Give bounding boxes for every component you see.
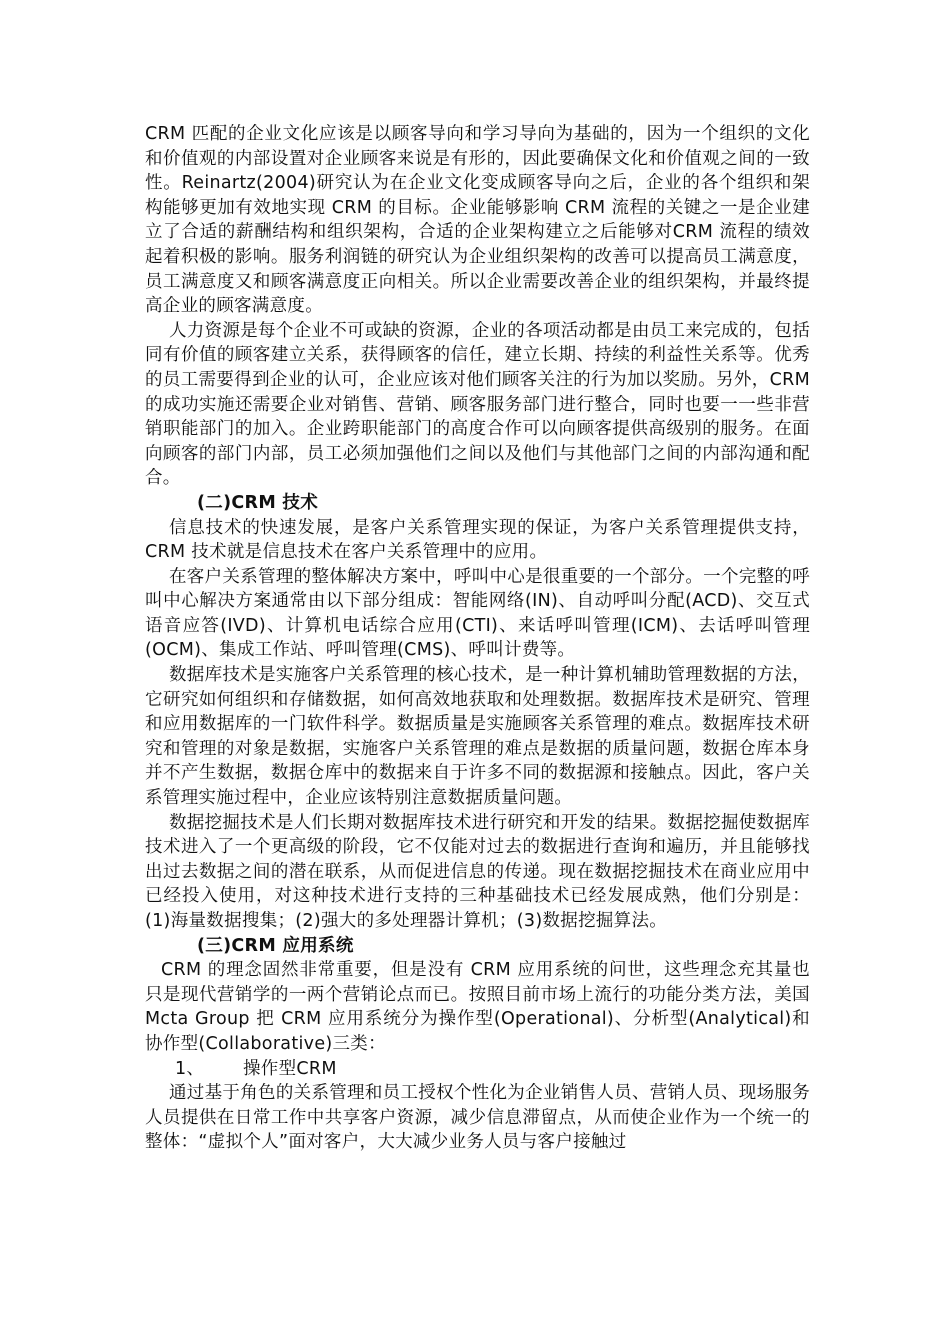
list-item-number: 1、 — [175, 1058, 205, 1079]
document-page — [145, 122, 810, 1155]
paragraph-crm-application-types: CRM 的理念固然非常重要，但是没有 CRM 应用系统的问世，这些理念充其量也只是现代营销学的一两个营销论点而已。按照目前市场上流行的功能分类方法，美国 Mcta Group 把 CRM 应用系统分为操作型(Operational)、分析型(Analytical)和协作型(Collaborative)三类： — [145, 960, 810, 1054]
list-item-title: 操作型CRM — [243, 1058, 337, 1079]
paragraph-data-mining: 数据挖掘技术是人们长期对数据库技术进行研究和开发的结果。数据挖掘使数据库技术进入了一个更高级的阶段，它不仅能对过去的数据进行查询和遍历，并且能够找出过去数据之间的潜在联系，从而促进信息的传递。现在数据挖掘技术在商业应用中已经投入使用，对这种技术进行支持的三种基础技术已经发展成熟，他们分别是：(1)海量数据搜集；(2)强大的多处理器计算机；(3)数据挖掘算法。 — [145, 812, 810, 931]
paragraph-information-technology: 信息技术的快速发展，是客户关系管理实现的保证，为客户关系管理提供支持，CRM 技术就是信息技术在客户关系管理中的应用。 — [145, 517, 810, 563]
list-item-operational-crm — [145, 1057, 810, 1082]
paragraph-operational-crm-description: 通过基于角色的关系管理和员工授权个性化为企业销售人员、营销人员、现场服务人员提供在日常工作中共享客户资源，减少信息滞留点，从而使企业作为一个统一的整体：“虚拟个人”面对客户，大大减少业务人员与客户接触过 — [145, 1083, 810, 1153]
paragraph-database-technology: 数据库技术是实施客户关系管理的核心技术，是一种计算机辅助管理数据的方法，它研究如何组织和存储数据，如何高效地获取和处理数据。数据库技术是研究、管理和应用数据库的一门软件科学。数据质量是实施顾客关系管理的难点。数据库技术研究和管理的对象是数据，实施客户关系管理的难点是数据的质量问题，数据仓库本身并不产生数据，数据仓库中的数据来自于许多不同的数据源和接触点。因此，客户关系管理实施过程中，企业应该特别注意数据质量问题。 — [145, 665, 810, 809]
section-heading-crm-technology: (二)CRM 技术 — [197, 492, 319, 513]
paragraph-call-center: 在客户关系管理的整体解决方案中，呼叫中心是很重要的一个部分。一个完整的呼叫中心解决方案通常由以下部分组成：智能网络(IN)、自动呼叫分配(ACD)、交互式语音应答(IVD)、计算机电话综合应用(CTI)、来话呼叫管理(ICM)、去话呼叫管理(OCM)、集成工作站、呼叫管理(CMS)、呼叫计费等。 — [145, 566, 810, 661]
paragraph-human-resources: 人力资源是每个企业不可或缺的资源，企业的各项活动都是由员工来完成的，包括同有价值的顾客建立关系，获得顾客的信任，建立长期、持续的利益性关系等。优秀的员工需要得到企业的认可，企业应该对他们顾客关注的行为加以奖励。另外，CRM 的成功实施还需要企业对销售、营销、顾客服务部门进行整合，同时也要一一些非营销职能部门的加入。企业跨职能部门的高度合作可以向顾客提供高级别的服务。在面向顾客的部门内部，员工必须加强他们之间以及他们与其他部门之间的内部沟通和配合。 — [145, 320, 810, 489]
section-heading-crm-application-system: (三)CRM 应用系统 — [197, 935, 354, 956]
paragraph-crm-culture: CRM 匹配的企业文化应该是以顾客导向和学习导向为基础的，因为一个组织的文化和价值观的内部设置对企业顾客来说是有形的，因此要确保文化和价值观之间的一致性。Reinartz(2004)研究认为在企业文化变成顾客导向之后，企业的各个组织和架构能够更加有效地实现 CRM 的目标。企业能够影响 CRM 流程的关键之一是企业建立了合适的薪酬结构和组织架构，合适的企业架构建立之后能够对CRM 流程的绩效起着积极的影响。服务利润链的研究认为企业组织架构的改善可以提高员工满意度，员工满意度又和顾客满意度正向相关。所以企业需要改善企业的组织架构，并最终提高企业的顾客满意度。 — [145, 124, 810, 317]
